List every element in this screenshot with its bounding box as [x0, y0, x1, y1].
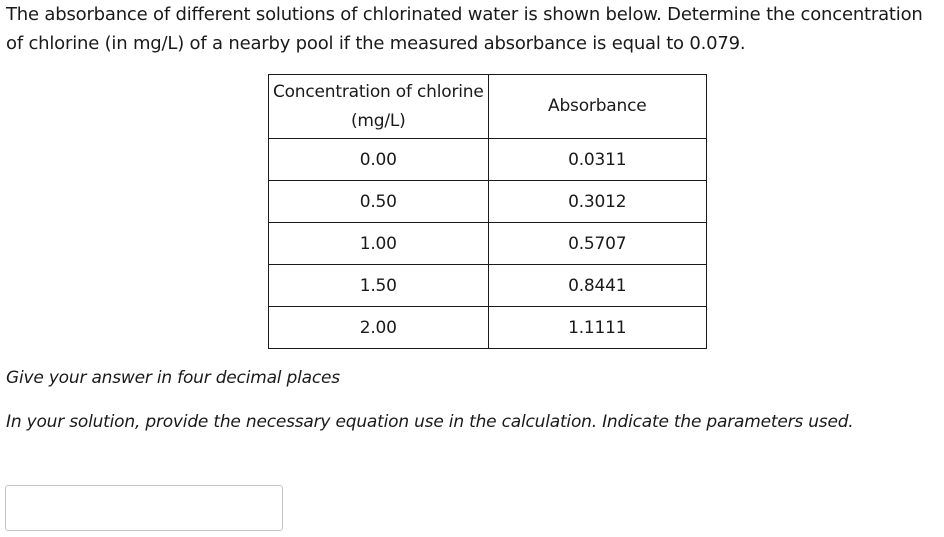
absorbance-table [268, 74, 707, 349]
cell-absorbance: 0.5707 [488, 223, 706, 265]
precision-instruction: Give your answer in four decimal places [6, 368, 340, 388]
cell-absorbance: 0.3012 [488, 181, 706, 223]
table-row [269, 223, 707, 265]
cell-concentration: 0.50 [269, 181, 489, 223]
table-header-row [269, 75, 707, 139]
answer-input[interactable] [5, 485, 283, 531]
cell-concentration: 1.50 [269, 265, 489, 307]
cell-concentration: 2.00 [269, 307, 489, 349]
table-row [269, 139, 707, 181]
cell-concentration: 0.00 [269, 139, 489, 181]
cell-concentration: 1.00 [269, 223, 489, 265]
question-text: The absorbance of different solutions of chlorinated water is shown below. Determine the concentration of chlorine (in mg/L) of a nearby pool if the measured absorbance is equal to 0.079. [6, 4, 923, 54]
cell-absorbance: 0.0311 [488, 139, 706, 181]
header-absorbance: Absorbance [488, 75, 706, 139]
cell-absorbance: 0.8441 [488, 265, 706, 307]
solution-instruction: In your solution, provide the necessary equation use in the calculation. Indicate the parameters used. [6, 412, 854, 432]
table-row [269, 181, 707, 223]
header-concentration: Concentration of chlorine (mg/L) [269, 75, 489, 139]
table-row [269, 307, 707, 349]
cell-absorbance: 1.1111 [488, 307, 706, 349]
table-row [269, 265, 707, 307]
